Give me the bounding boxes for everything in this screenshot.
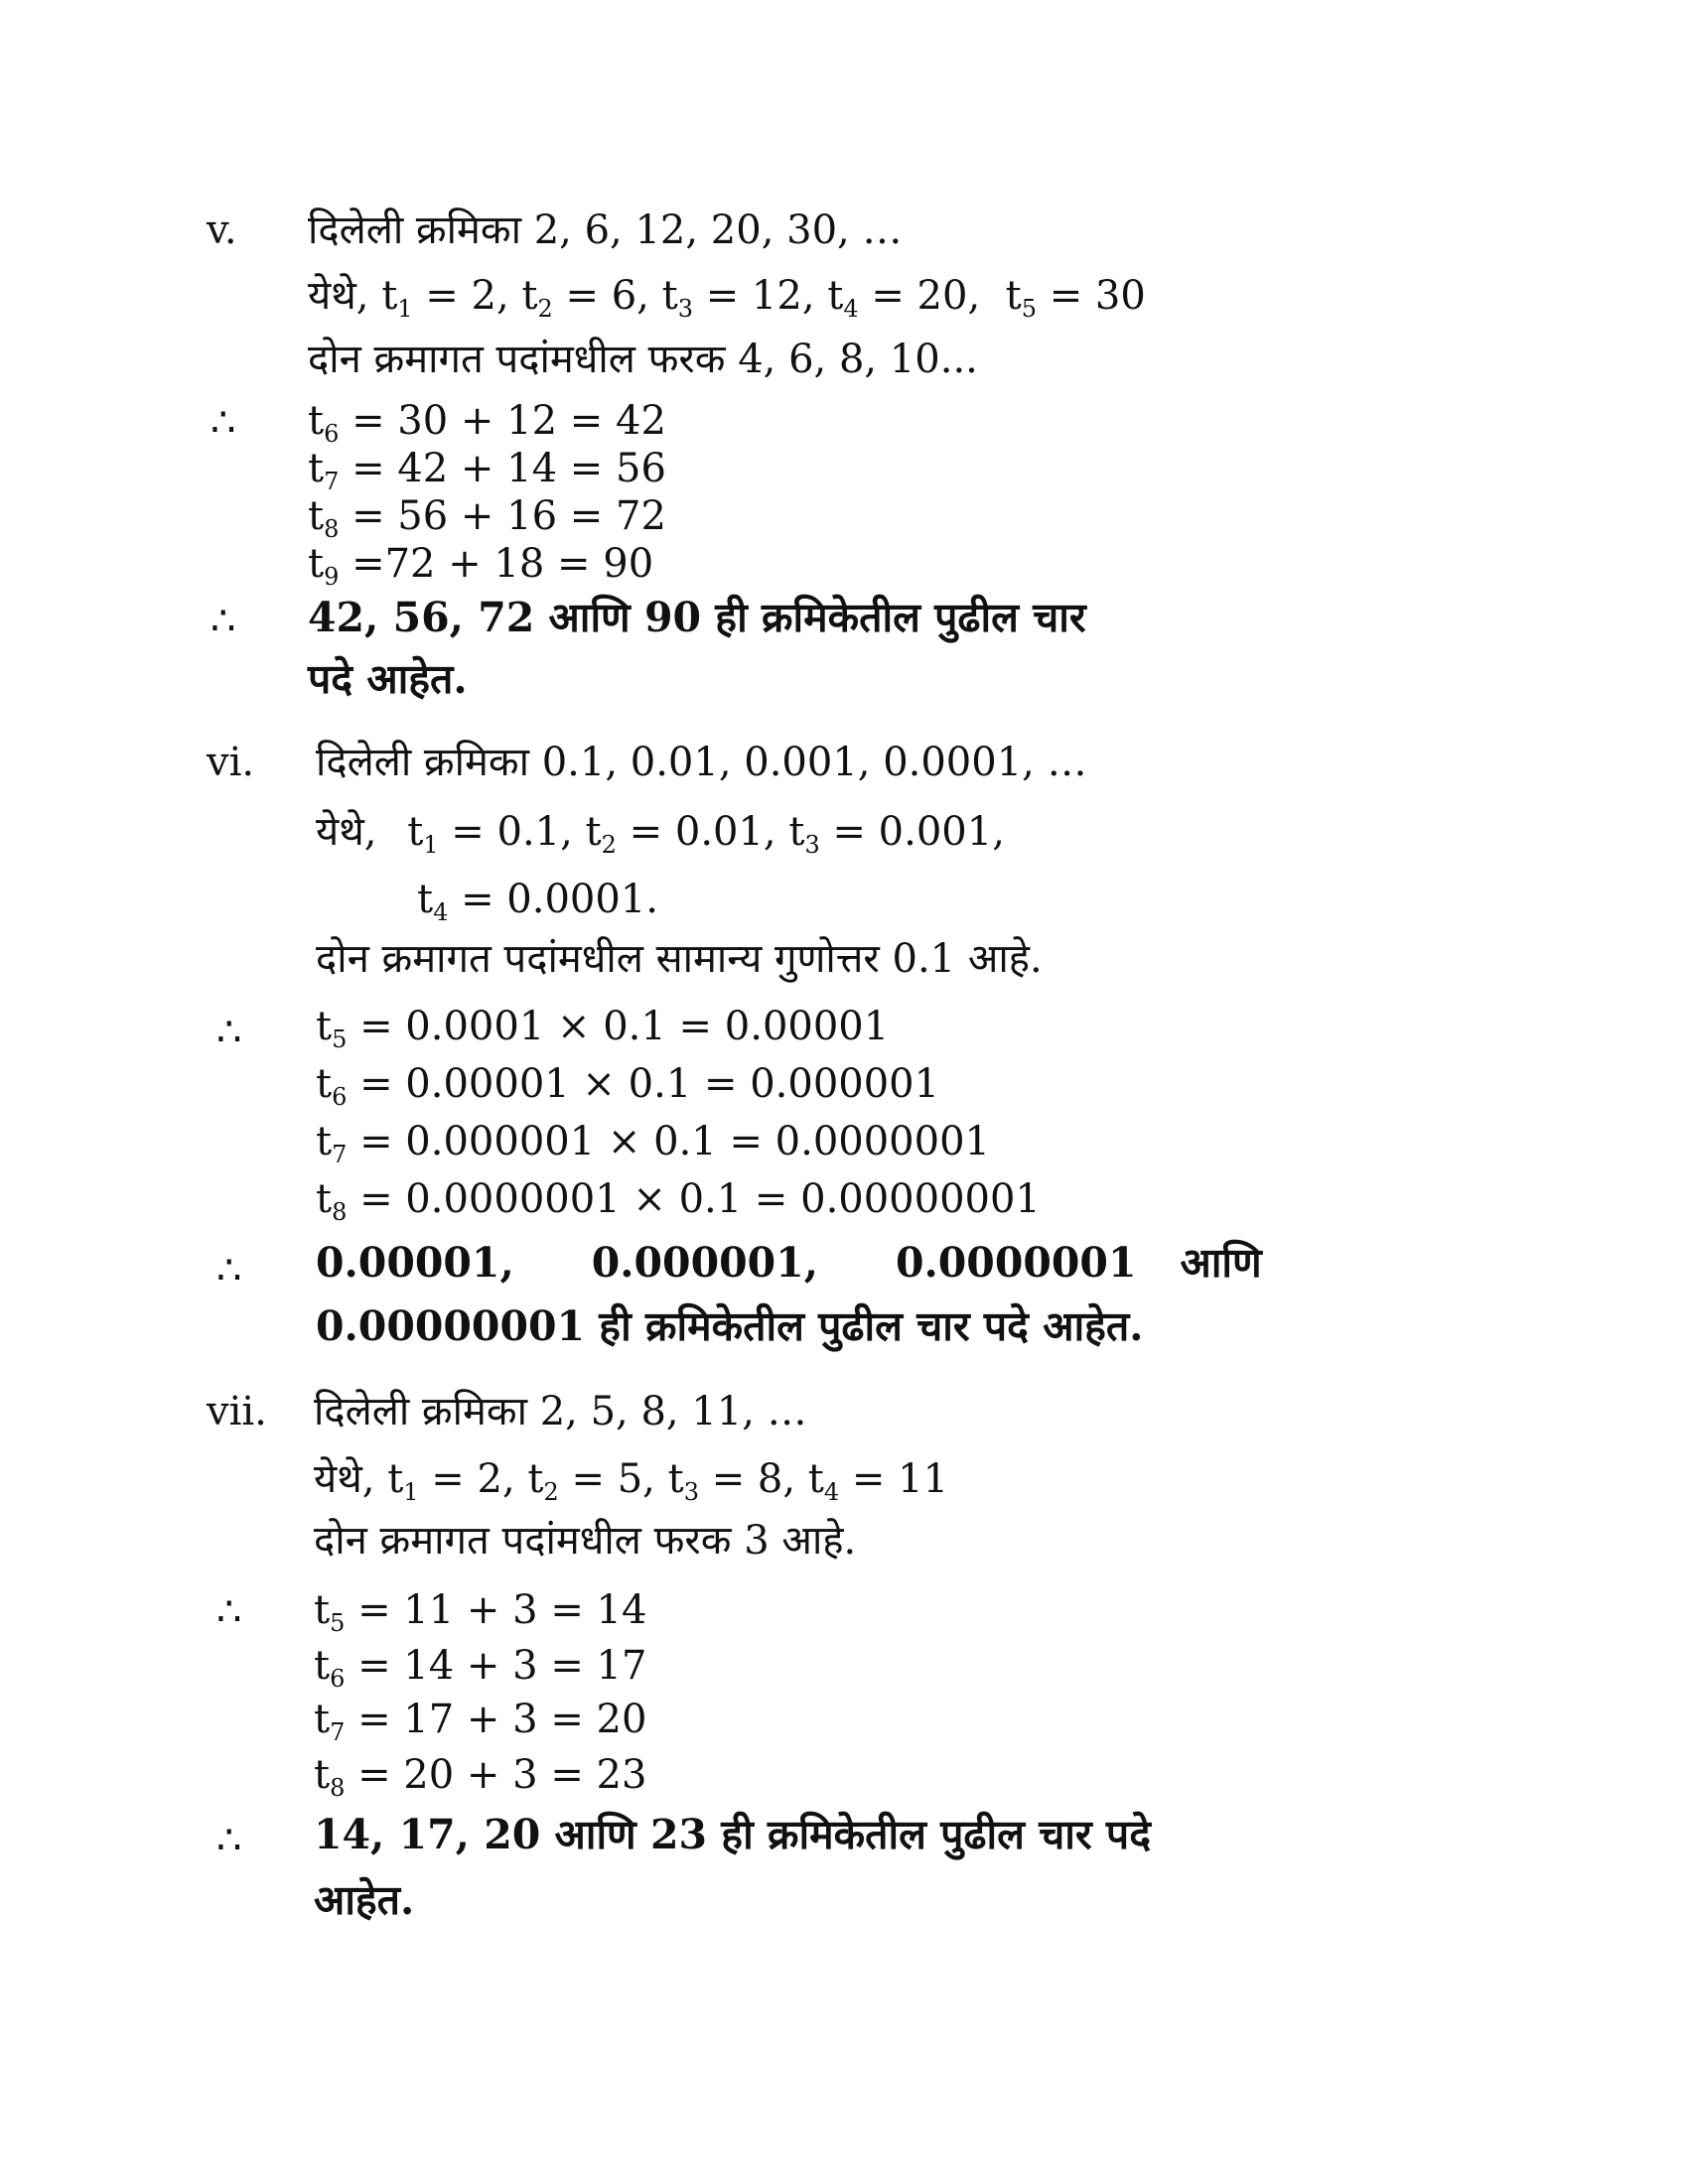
calc-line-v-7: $t_7 = 42 + 14 = 56$ — [308, 446, 666, 495]
conclusion-vi-line2: 0.00000001 ही क्रमिकेतील पुढील चार पदे आहेत. — [316, 1302, 1144, 1350]
terms-line-vii: येथे, $t_1 = 2$, $t_2 = 5$, $t_3 = 8$, $t_4 = 11$ — [314, 1456, 949, 1506]
difference-text-vii: दोन क्रमागत पदांमधील फरक 3 आहे. — [314, 1518, 857, 1564]
difference-text-v: दोन क्रमागत पदांमधील फरक 4, 6, 8, 10... — [308, 337, 978, 382]
calc-line-vii-7: $t_7 = 17 + 3 = 20$ — [314, 1697, 647, 1746]
ratio-text-vi: दोन क्रमागत पदांमधील सामान्य गुणोत्तर 0.1 आहे. — [316, 936, 1043, 982]
terms-line-vi: येथे, $t_1 = 0.1$, $t_2 = 0.01$, $t_3 = 0.001$, — [316, 809, 1005, 859]
calc-line-vii-5: $t_5 = 11 + 3 = 14$ — [314, 1587, 647, 1637]
given-sequence-vii: दिलेली क्रमिका 2, 5, 8, 11, … — [314, 1389, 807, 1434]
therefore-symbol: ∴ — [216, 1248, 242, 1294]
section-label-vii: vii. — [207, 1389, 267, 1434]
conclusion-v-line2: पदे आहेत. — [308, 655, 468, 703]
conclusion-v-line1: 42, 56, 72 आणि 90 ही क्रमिकेतील पुढील चार — [308, 594, 1086, 641]
therefore-symbol: ∴ — [211, 400, 236, 446]
therefore-symbol: ∴ — [216, 1010, 242, 1055]
therefore-symbol: ∴ — [216, 1589, 242, 1635]
calc-line-vii-6: $t_6 = 14 + 3 = 17$ — [314, 1643, 647, 1693]
given-sequence-vi: दिलेली क्रमिका 0.1, 0.01, 0.001, 0.0001, … — [316, 740, 1087, 785]
calc-line-vi-6: $t_6 = 0.00001 \times 0.1 = 0.000001$ — [316, 1061, 940, 1111]
calc-line-vi-5: $t_5 = 0.0001 \times 0.1 = 0.00001$ — [316, 1004, 890, 1053]
section-label-v: v. — [207, 207, 237, 253]
conclusion-vii-line1: 14, 17, 20 आणि 23 ही क्रमिकेतील पुढील चार पदे — [314, 1811, 1151, 1858]
calc-line-v-6: $t_6 = 30 + 12 = 42$ — [308, 398, 666, 448]
calc-line-vii-8: $t_8 = 20 + 3 = 23$ — [314, 1752, 647, 1802]
terms-line-v: येथे, $t_1 = 2$, $t_2 = 6$, $t_3 = 12$, $t_4 = 20$, $t_5 = 30$ — [308, 273, 1146, 323]
conclusion-vii-line2: आहेत. — [314, 1876, 415, 1924]
term4-line-vi: $t_4 = 0.0001$. — [417, 877, 658, 926]
conclusion-vi-line1: 0.00001, 0.000001, 0.0000001 आणि — [316, 1239, 1262, 1287]
therefore-symbol: ∴ — [216, 1818, 242, 1863]
calc-line-v-9: $t_9 =72 + 18 = 90$ — [308, 541, 654, 591]
calc-line-vi-7: $t_7 = 0.000001 \times 0.1 = 0.0000001$ — [316, 1119, 990, 1168]
therefore-symbol: ∴ — [211, 599, 236, 644]
calc-line-v-8: $t_8 = 56 + 16 = 72$ — [308, 493, 666, 543]
calc-line-vi-8: $t_8 = 0.0000001 \times 0.1 = 0.00000001$ — [316, 1176, 1041, 1226]
given-sequence-v: दिलेली क्रमिका 2, 6, 12, 20, 30, … — [308, 207, 903, 253]
section-label-vi: vi. — [207, 740, 255, 785]
